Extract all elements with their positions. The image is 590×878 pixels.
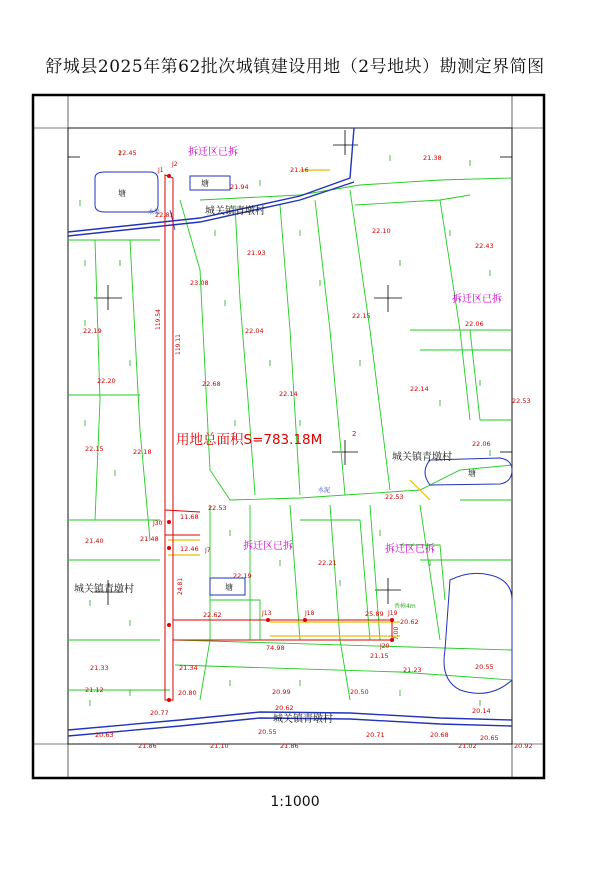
pond-label: 塘 <box>118 189 126 198</box>
elevation-label: 20.77 <box>150 709 169 717</box>
elevation-label: 22.06 <box>465 320 484 328</box>
elevation-label: 20.62 <box>400 618 419 626</box>
pond-label: 塘 <box>468 469 476 478</box>
elevation-label: 21.33 <box>90 664 109 672</box>
elevation-label: 21.38 <box>423 154 442 162</box>
elevation-label: 12.46 <box>180 545 199 553</box>
elevation-label: 21.93 <box>247 249 266 257</box>
elevation-label: 21.10 <box>210 742 229 750</box>
elevation-label: 21.86 <box>280 742 299 750</box>
elevation-label: 22.19 <box>83 327 102 335</box>
elevation-label: 25.89 <box>365 610 384 618</box>
demolished-label: 拆迁区已拆 <box>188 147 238 158</box>
elevation-label: 11.68 <box>180 513 199 521</box>
elevation-label: 23.08 <box>190 279 209 287</box>
elevation-label: 22.04 <box>245 327 264 335</box>
village-label: 城关镇青墩村 <box>74 584 134 595</box>
elevation-label: 22.53 <box>512 397 531 405</box>
elevation-label: 22.19 <box>233 572 252 580</box>
elevation-label: 22.14 <box>410 385 429 393</box>
demolished-label: 拆迁区已拆 <box>452 294 502 305</box>
elevation-label: 20.80 <box>178 689 197 697</box>
water-annotation: 水渠 <box>148 209 161 216</box>
point-label: J2 <box>172 161 178 168</box>
elevation-label: 22.62 <box>203 611 222 619</box>
elevation-label: 22.10 <box>372 227 391 235</box>
land-area-label: 用地总面积S=783.18M <box>176 432 323 448</box>
map-title: 舒城县2025年第62批次城镇建设用地（2号地块）勘测定界简图 <box>45 57 545 77</box>
elevation-label: 20.65 <box>480 734 499 742</box>
elevation-label: 22.14 <box>279 390 298 398</box>
elevation-label: 22.68 <box>202 380 221 388</box>
map-scale: 1:1000 <box>270 794 320 810</box>
point-label: J1 <box>158 167 164 174</box>
elevation-label: 22.15 <box>352 312 371 320</box>
pond-label: 塘 <box>201 179 209 188</box>
elevation-labels <box>83 149 533 750</box>
elevation-label: 20.92 <box>514 742 533 750</box>
elevation-label: 22.81 <box>155 211 174 219</box>
demolished-label: 拆迁区已拆 <box>385 544 435 555</box>
elevation-label: 20.99 <box>272 688 291 696</box>
elevation-label: 21.34 <box>179 664 198 672</box>
elevation-label: 22.18 <box>133 448 152 456</box>
elevation-label: 20.50 <box>350 688 369 696</box>
land-area-superscript: 2 <box>352 430 357 438</box>
point-label: J13 <box>262 610 272 617</box>
elevation-label: 22.06 <box>472 440 491 448</box>
elevation-label: 21.23 <box>403 666 422 674</box>
elevation-label: 20.68 <box>430 731 449 739</box>
elevation-label: 22.20 <box>97 377 116 385</box>
parcel-dim-right: 119.11 <box>175 334 182 355</box>
elevation-label: 22.45 <box>118 149 137 157</box>
elevation-label: 20.55 <box>475 663 494 671</box>
elevation-label: 20.62 <box>275 704 294 712</box>
elevation-label: 21.86 <box>138 742 157 750</box>
elevation-label: 20.55 <box>258 728 277 736</box>
village-label: 城关镇青墩村 <box>273 714 333 725</box>
village-label: 城关镇青墩村 <box>392 452 452 463</box>
parcel-dim-short: 24.81 <box>177 577 184 595</box>
pond-label: 塘 <box>225 583 233 592</box>
elevation-label: 22.53 <box>385 493 404 501</box>
elevation-label: 20.63 <box>95 731 114 739</box>
elevation-label: 22.21 <box>318 559 337 567</box>
point-label: J30 <box>153 520 163 527</box>
elevation-label: 74.98 <box>266 644 285 652</box>
demolished-label: 拆迁区已拆 <box>243 541 293 552</box>
point-label: J19 <box>388 610 398 617</box>
road-markings <box>168 170 430 636</box>
water-annotation: 水泥 <box>318 487 331 494</box>
parcel-dim-left: 119.54 <box>155 309 162 330</box>
village-label: 城关镇青墩村 <box>205 206 265 217</box>
elevation-label: 21.02 <box>458 742 477 750</box>
elevation-label: 21.94 <box>230 183 249 191</box>
parcel-dim-end: 7.00 <box>393 626 400 640</box>
point-label: J18 <box>305 610 315 617</box>
elevation-label: 22.43 <box>475 242 494 250</box>
elevation-label: 21.16 <box>290 166 309 174</box>
grid-crosses <box>68 130 512 605</box>
elevation-label: 20.71 <box>366 731 385 739</box>
elevation-label: 21.12 <box>85 686 104 694</box>
point-label: J20 <box>380 643 390 650</box>
road-annotation: 香樟4m <box>394 603 416 610</box>
elevation-label: 20.14 <box>472 707 491 715</box>
elevation-label: 21.40 <box>85 537 104 545</box>
elevation-label: 21.48 <box>140 535 159 543</box>
elevation-label: 22.15 <box>85 445 104 453</box>
elevation-label: 21.15 <box>370 652 389 660</box>
point-label: J7 <box>205 547 211 554</box>
elevation-label: 22.53 <box>208 504 227 512</box>
